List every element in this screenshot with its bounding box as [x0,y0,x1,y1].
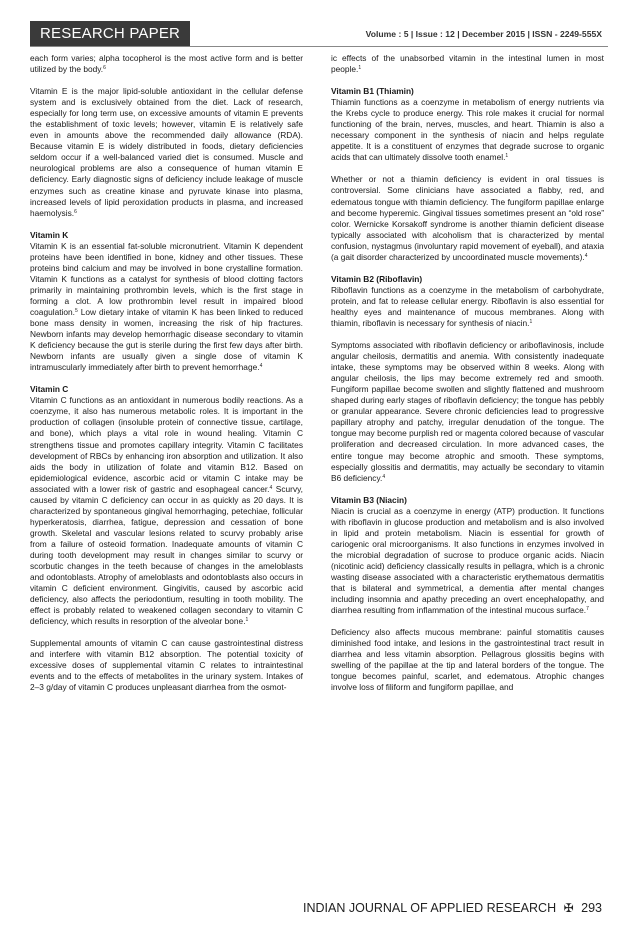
paragraph: Vitamin K is an essential fat-soluble micronutrient. Vitamin K dependent proteins have been identified in bone, kidney and other tissues. These proteins bind calcium and may be involved in bone crystalline formation. Vitamin K functions as a catalyst for synthesis of blood clotting factors primarily in maintaining prothrombin levels, which is the first stage in forming a clot. A low prothrombin level result in impaired blood coagulation.$^5$ Low dietary intake of vitamin K has been linked to reduced bone mass density in women, increasing the risk of hip fractures. Newborn infants may develop hemorrhagic disease secondary to vitamin K deficiency because the gut is sterile during the first few days after birth. Newborn infants are usually given a single dose of vitamin K intramuscularly immediately after birth to prevent hemorrhage.$^4$ [30,240,303,373]
citation: 4 [584,252,588,259]
page-header [0,0,638,42]
journal-name: INDIAN JOURNAL OF APPLIED RESEARCH [303,901,557,915]
citation: 1 [529,318,533,325]
paragraph: Niacin is crucial as a coenzyme in energy (ATP) production. It functions with riboflavin in glucose production and metabolism and is also involved in lipid and protein metabolism. Niacin is essential for growth of cariogenic oral microorganisms. It also functions in enzymes involved in the microbial degradation of sucrose to produce organic acids. Niacin (nicotinic acid) deficiency classically results in pellagra, which is a chronic wasting disease associated with a characteristic erythematous dermatitis that is bilateral and symmetrical, a dementia after mental changes including insomnia and apathy preceding an overt encephalopathy, and diarrhea resulting from inflammation of the intestinal mucous surface.$^7$ [331,505,604,616]
issue-metadata: Volume : 5 | Issue : 12 | December 2015 | ISSN - 2249-555X [365,29,602,39]
citation: 4 [259,363,263,370]
citation: 1 [358,65,362,72]
right-column [331,53,604,704]
paragraph: Vitamin E is the major lipid-soluble antioxidant in the cellular defense system and is exclusively obtained from the diet. Lack of research, especially for long term use, on excessive amounts of vitamin E prevents the establishment of toxic levels; however, vitamin E is relatively safe even in amounts above the recommended daily allowance (RDA). Because vitamin E is widely distributed in foods, dietary deficiencies seldom occur if a well-balanced varied diet is consumed. Muscle and neurological problems are also a consequence of human vitamin E deficiency. Early diagnostic signs of deficiency include leakage of muscle enzymes such as creatine kinase and pyruvate kinase into plasma, increased levels of lipid peroxidation products in plasma, and increased haemolysis.$^6$ [30,86,303,218]
page-footer [303,901,602,915]
research-paper-tag: RESEARCH PAPER [30,21,190,47]
section-heading-vitamin-b1: Vitamin B1 (Thiamin) [331,86,414,97]
paragraph: Riboflavin functions as a coenzyme in the metabolism of carbohydrate, protein, and fat to release cellular energy. Riboflavin is also essential for healthy eyes and maintenance of mucous membranes. Along with thiamin, riboflavin is necessary for synthesis of niacin.$^1$ [331,284,604,328]
citation: 5 [75,307,78,314]
citation: 4 [382,473,386,480]
paragraph: Whether or not a thiamin deficiency is evident in oral tissues is controversial. Some clinicians have associated a flabby, red, and edematous tongue with thiamin deficiency. The fungiform papillae enlarge and become hyperemic. Gingival tissues sometimes present an “old rose” color. Wernicke Korsakoff syndrome is another thiamin deficient disease typically associated with alcoholism that is characterized by mental confusion, nystagmus (involuntary rapid movement of eyeball), and ataxia (a gait disorder characterized by uncoordinated muscle movements).$^4$ [331,174,604,262]
citation: 7 [586,606,589,613]
paragraph: Deficiency also affects mucous membrane: painful stomatitis causes diminished food intake, and lesions in the gastrointestinal tract result in diarrhea and less vitamin absorption. Pellagrous glossitis begins with swelling of the papillae at the tip and lateral borders of the tongue. The tongue becomes painful, scarlet, and edematous. Atrophic changes involve loss of filiform and fungiform papillae, and [331,627,604,693]
citation: 1 [505,153,509,160]
citation: 1 [245,617,249,624]
paragraph: Symptoms associated with riboflavin deficiency or ariboflavinosis, include angular cheilosis, dermatitis and anemia. With consistently inadequate intake, these symptoms may be observed within 8 weeks. Along with angular cheilosis, the lips may become extremely red and smooth. Fungiform papillae become swollen and slightly flattened and mushroom shaped during early stages of riboflavin deficiency; the tongue has pebbly or granular appearance. Severe chronic deficiencies lead to progressive papillary atrophy and patchy, irregular denudation of the tongue. The tongue may become purplish red or magenta colored because of vascular proliferation and decreased circulation. In more advanced cases, the entire tongue may become atrophic and smooth. These symptoms, especially glossitis and dermatitis, may actually be secondary to vitamin B6 deficiency.$^4$ [331,340,604,483]
paragraph: Supplemental amounts of vitamin C can cause gastrointestinal distress and interfere with vitamin B12 absorption. The potential toxicity of excessive doses of supplemental vitamin C relates to intraintestinal events and to the effects of metabolites in the urinary system. Intakes of 2–3 g/day of vitamin C produces unpleasant diarrhea from the osmot- [30,638,303,693]
section-heading-vitamin-k: Vitamin K [30,229,69,240]
citation: 6 [74,208,77,215]
section-heading-vitamin-c: Vitamin C [30,384,69,395]
section-heading-vitamin-b2: Vitamin B2 (Riboflavin) [331,273,423,284]
header-rule [30,46,608,47]
left-column [30,53,303,705]
citation: 6 [103,65,106,72]
paragraph: Thiamin functions as a coenzyme in metabolism of energy nutrients via the Krebs cycle to produce energy. This role makes it crucial for normal functioning of the brain, nerves, muscles, and heart. Thiamin is also a necessary component in the synthesis of niacin and helps regulate appetite. It is a constituent of enzymes that degrade sucrose to organic acids that can ultimately dissolve tooth enamel.$^1$ [331,97,604,163]
cross-icon: ✠ [563,901,574,915]
section-heading-vitamin-b3: Vitamin B3 (Niacin) [331,494,407,505]
paragraph: ic effects of the unabsorbed vitamin in the intestinal lumen in most people.$^1$ [331,53,604,75]
paragraph: each form varies; alpha tocopherol is the most active form and is better utilized by the body.$^6$ [30,53,303,75]
paragraph: Vitamin C functions as an antioxidant in numerous bodily reactions. As a coenzyme, it also has numerous metabolic roles. It is important in the production of collagen (insoluble protein of connective tissue, cartilage, and bone), which plays a vital role in wound healing. Vitamin C strengthens tissue and promotes capillary integrity. Vitamin C facilitates development of RBCs by enhancing iron absorption and utilization. It also aids the body in utilization of folate and vitamin B12. Based on epidemiological evidence, ascorbic acid or vitamin C intake may be associated with a lower risk of gastric and esophageal cancer.$^4$ Scurvy, caused by vitamin C deficiency can occur in as quickly as 20 days. It is characterized by spontaneous gingival hemorrhaging, petechiae, follicular hyperkeratosis, diarrhea, fatigue, depression and cessation of bone growth. Skeletal and vascular lesions related to scurvy probably arise from a failure of osteoid formation. Inadequate amounts of vitamin C during tooth development may result in changes similar to scurvy or scorbutic changes in the teeth because of changes in the ameloblasts and odontoblasts. Atrophy of ameloblasts and odontoblasts also occurs in vitamin C deficient environment. Gingivitis, caused by ascorbic acid deficiency, also affects the periodontium, resulting in tooth mobility. The effect is probably related to weakened collagen secondary to vitamin C deficiency, which results in resorption of the alveolar bone.$^1$ [30,395,303,627]
citation: 4 [269,484,273,491]
page-number: 293 [581,901,602,915]
